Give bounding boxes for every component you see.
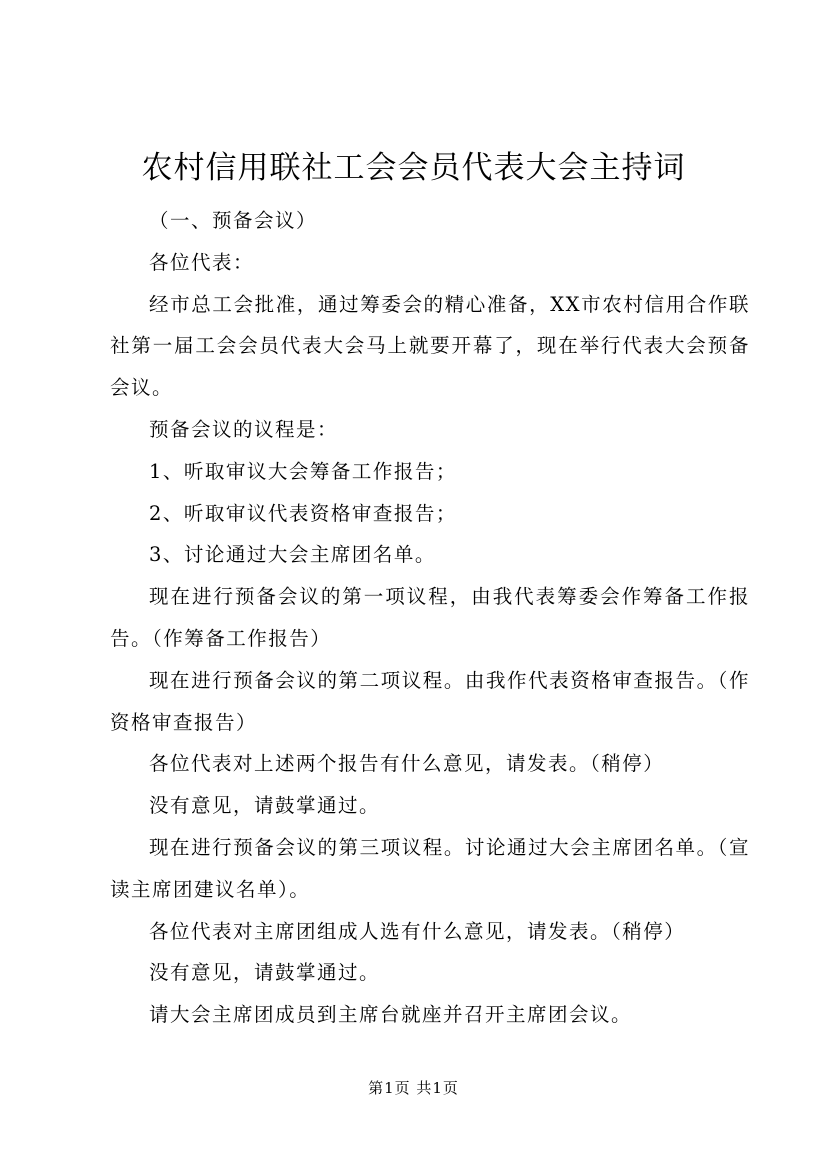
paragraph-agenda-intro: 预备会议的议程是：: [149, 417, 339, 441]
paragraph-approval-2: 没有意见，请鼓掌通过。: [149, 961, 381, 985]
document-body: [110, 200, 750, 1036]
paragraph-opinion-request-1: 各位代表对上述两个报告有什么意见，请发表。（稍停）: [149, 752, 665, 776]
page-footer: 第1页 共1页: [368, 1079, 459, 1097]
paragraph-salutation: 各位代表：: [149, 250, 255, 274]
paragraph-third-agenda: 现在进行预备会议的第三项议程。讨论通过大会主席团名单。（宣读主席团建议名单）。: [110, 835, 750, 901]
paragraph-first-agenda: 现在进行预备会议的第一项议程，由我代表筹委会作筹备工作报告。（作筹备工作报告）: [110, 585, 750, 650]
paragraph-second-agenda: 现在进行预备会议的第二项议程。由我作代表资格审查报告。（作资格审查报告）: [110, 668, 750, 734]
document-title: 农村信用联社工会会员代表大会主持词: [141, 150, 686, 186]
paragraph-opinion-request-2: 各位代表对主席团组成人选有什么意见，请发表。（稍停）: [149, 919, 686, 943]
paragraph-agenda-item-3: 3、讨论通过大会主席团名单。: [149, 543, 436, 567]
paragraph-closing: 请大会主席团成员到主席台就座并召开主席团会议。: [149, 1003, 633, 1027]
paragraph-agenda-item-2: 2、听取审议代表资格审查报告；: [149, 501, 457, 525]
paragraph-approval-1: 没有意见，请鼓掌通过。: [149, 794, 381, 818]
paragraph-opening: 经市总工会批准，通过筹委会的精心准备，XX市农村信用合作联社第一届工会会员代表大会马上就要开幕了，现在举行代表大会预备会议。: [110, 292, 750, 400]
paragraph-section-heading: （一、预备会议）: [149, 209, 318, 232]
paragraph-agenda-item-1: 1、听取审议大会筹备工作报告；: [149, 459, 457, 483]
